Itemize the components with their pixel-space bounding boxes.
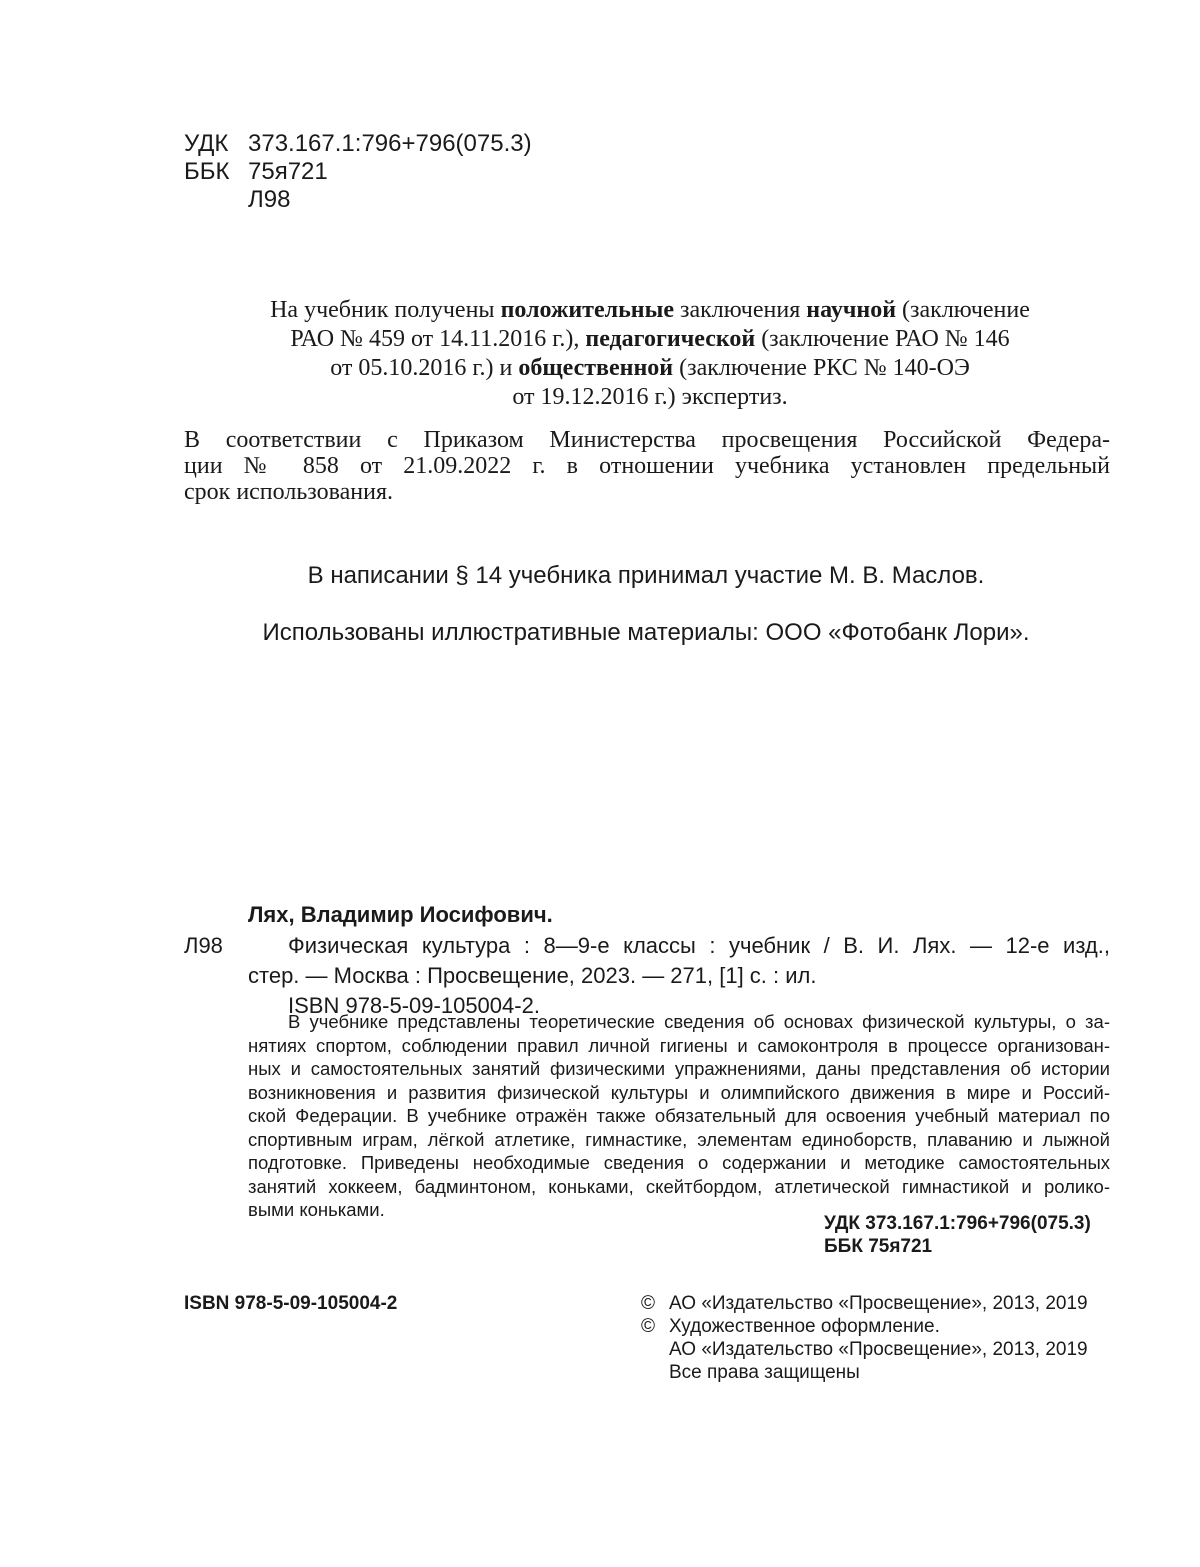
text-span: РАО № 459 от 14.11.2016 г.),: [290, 326, 586, 352]
author-heading: Лях, Владимир Иосифович.: [248, 902, 553, 927]
bbk-footer-line: ББК 75я721: [824, 1236, 933, 1257]
author-mark: Л98: [248, 186, 291, 213]
text-span: от 05.10.2016 г.) и: [330, 355, 519, 381]
udk-footer-line: УДК 373.167.1:796+796(075.3): [824, 1213, 1091, 1234]
bibliographic-description: [248, 931, 1110, 1021]
annotation-line: выми коньками.: [248, 1199, 385, 1220]
annotation-line: подготовке. Приведены необходимые сведения о содержании и методике самостоятельных: [248, 1152, 1110, 1173]
bold-span: педагогической: [585, 326, 756, 352]
text-span: заключения: [674, 297, 807, 323]
annotation-line: занятий хоккеем, бадминтоном, коньками, скейтбордом, атлетической гимнастикой и ролико-: [248, 1175, 1110, 1197]
bold-span: общественной: [518, 355, 674, 381]
approval-line-1: [190, 296, 1110, 325]
bbk-label: ББК: [184, 158, 230, 185]
udk-label: УДК: [184, 130, 229, 157]
copyright-icon: ©: [641, 1316, 655, 1337]
annotation-line: нятиях спортом, соблюдении правил личной гигиены и самоконтроля в процессе организован-: [248, 1034, 1110, 1056]
copyright-icon: ©: [641, 1293, 655, 1314]
annotation-line: ных и самостоятельных занятий физическими упражнениями, даны представления об истории: [248, 1058, 1110, 1079]
bbk-line: [184, 158, 532, 186]
title-line: Физическая культура : 8—9-е классы : учебник / В. И. Лях. — 12-е изд.,: [288, 933, 1110, 958]
copyright-line-1: [641, 1292, 1088, 1315]
copyright-line-3: АО «Издательство «Просвещение», 2013, 2019: [669, 1339, 1088, 1360]
author-code: Л98: [184, 933, 223, 958]
annotation-line: спортивным играм, лёгкой атлетике, гимнастике, элементам единоборств, плаванию и лыжной: [248, 1128, 1110, 1150]
annotation-line: ской Федерации. В учебнике отражён также обязательный для освоения учебный материал по: [248, 1105, 1110, 1126]
bold-span: научной: [806, 297, 897, 323]
coauthor-note: В написании § 14 учебника принимал участие М. В. Маслов.: [307, 562, 985, 589]
udk-line: [184, 130, 532, 158]
classification-block: [184, 130, 532, 214]
udk-value: 373.167.1:796+796(075.3): [248, 130, 532, 157]
text-span: (заключение РАО № 146: [755, 326, 1010, 352]
ministry-line-3: срок использования.: [184, 479, 393, 505]
annotation: [248, 1010, 1110, 1222]
approval-line-3: [190, 354, 1110, 383]
text-span: (заключение: [896, 297, 1030, 323]
annotation-line: В учебнике представлены теоретические сведения об основах физической культуры, о за-: [288, 1011, 1110, 1032]
isbn-footer: ISBN 978-5-09-105004-2: [184, 1293, 398, 1314]
classification-footer: [824, 1212, 1091, 1258]
text-span: (заключение РКС № 140-ОЭ: [673, 355, 970, 381]
approval-line-4: от 19.12.2016 г.) экспертиз.: [512, 384, 788, 410]
copyright-text: АО «Издательство «Просвещение», 2013, 2019: [669, 1293, 1088, 1314]
text-span: На учебник получены: [270, 297, 501, 323]
copyright-block: [641, 1292, 1088, 1384]
approval-line-2: [190, 325, 1110, 354]
ministry-line-1: В соответствии с Приказом Министерства просвещения Российской Федера-: [184, 427, 1110, 453]
imprint-line: стер. — Москва : Просвещение, 2023. — 271, [1] с. : ил.: [248, 963, 817, 988]
isbn-line: ISBN 978-5-09-105004-2.: [288, 993, 540, 1018]
annotation-line: возникновения и развития физической культуры и олимпийского движения в мире и Россий-: [248, 1081, 1110, 1103]
bbk-value: 75я721: [248, 158, 328, 185]
illustrations-note: Использованы иллюстративные материалы: ООО «Фотобанк Лори».: [262, 619, 1030, 646]
bold-span: положительные: [500, 297, 674, 323]
copyright-line-2: [641, 1315, 1088, 1338]
copyright-text: Художественное оформление.: [669, 1316, 940, 1337]
ministry-line-2: ции № 858 от 21.09.2022 г. в отношении учебника установлен предельный: [184, 453, 1110, 479]
approval-paragraph: [190, 296, 1110, 412]
rights-reserved: Все права защищены: [669, 1362, 860, 1383]
ministry-paragraph: [184, 427, 1110, 505]
